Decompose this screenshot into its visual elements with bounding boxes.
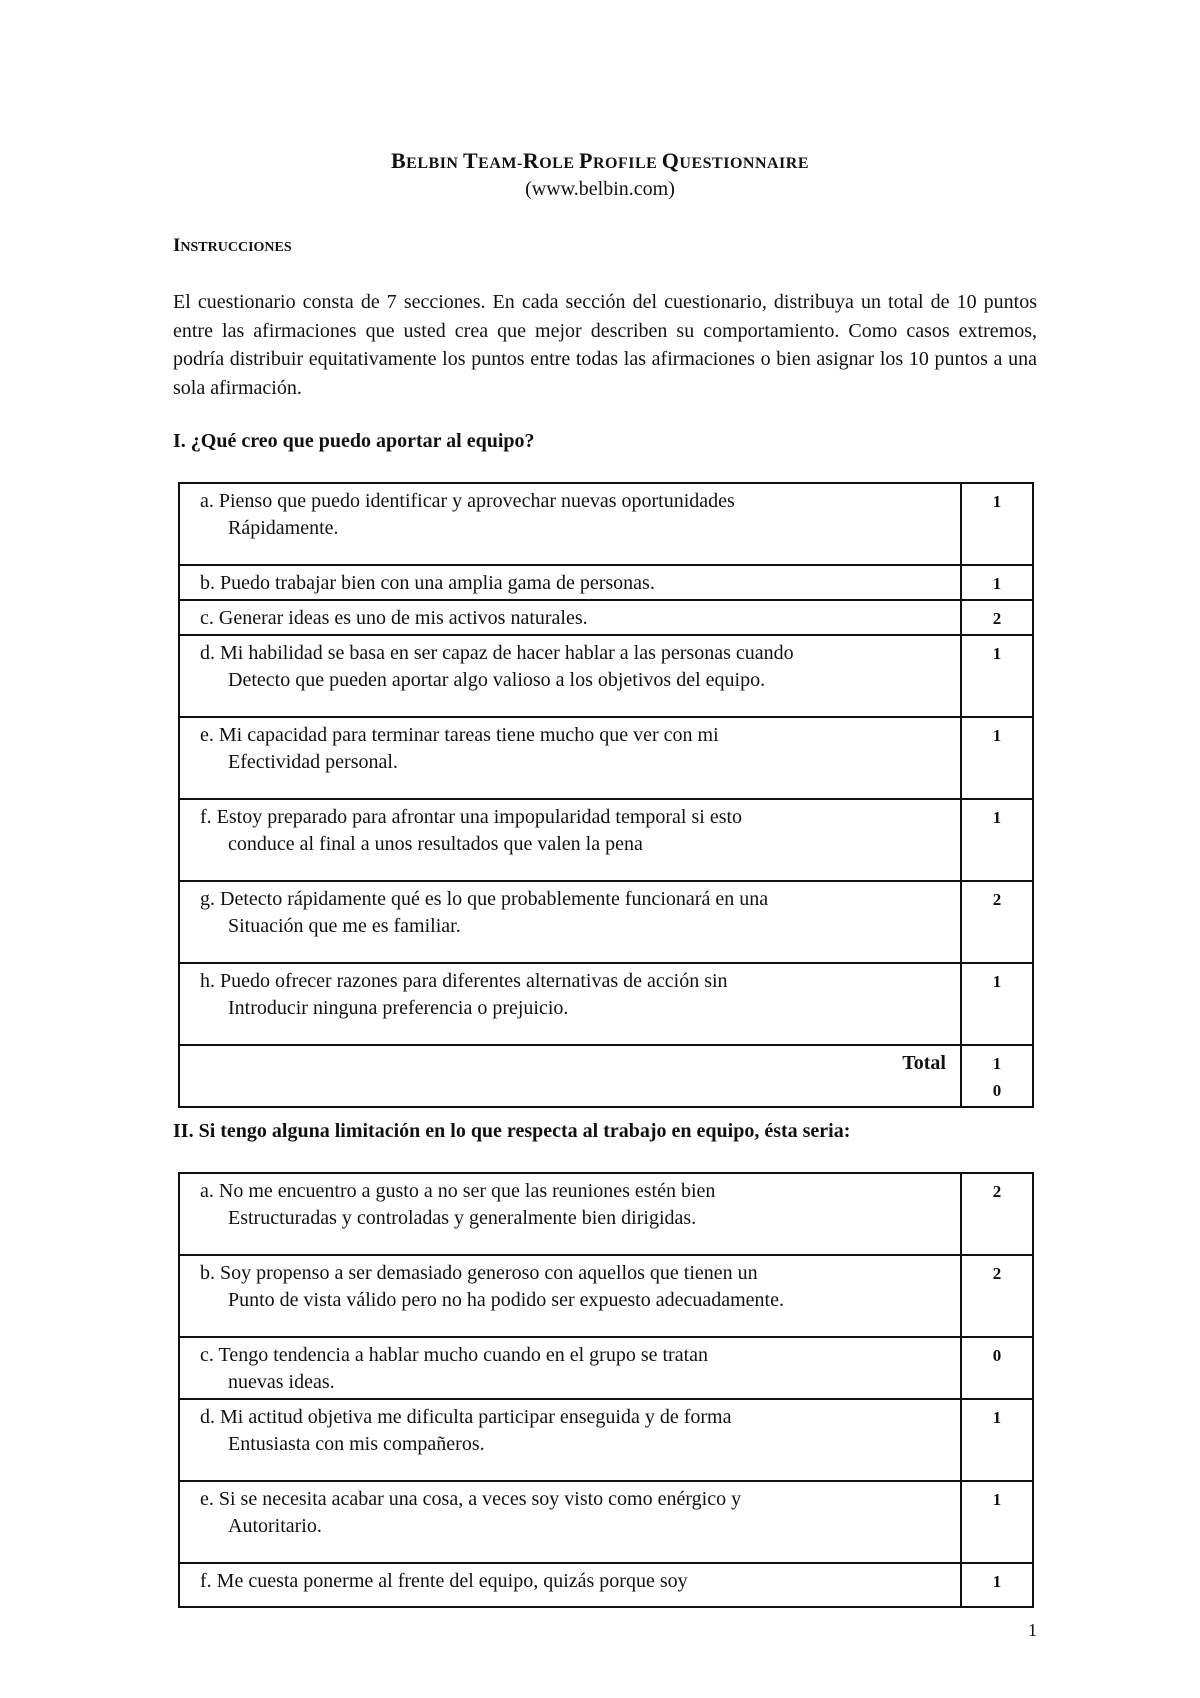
points-cell: 1 [961, 717, 1033, 799]
table-row [179, 1399, 1033, 1481]
table-row [179, 1563, 1033, 1607]
points-cell: 2 [961, 1173, 1033, 1255]
statement-cell: f. Me cuesta ponerme al frente del equipo, quizás porque soy [179, 1563, 961, 1607]
points-cell: 2 [961, 600, 1033, 635]
total-label: Total [179, 1045, 961, 1107]
table-row [179, 635, 1033, 717]
table-row [179, 600, 1033, 635]
statement-cell: d. Mi actitud objetiva me dificulta participar enseguida y de forma Entusiasta con mis compañeros. [179, 1399, 961, 1481]
statement-cell: d. Mi habilidad se basa en ser capaz de hacer hablar a las personas cuando Detecto que pueden aportar algo valioso a los objetivos del equipo. [179, 635, 961, 717]
table-row [179, 1255, 1033, 1337]
points-cell: 1 [961, 1399, 1033, 1481]
total-value: 1 0 [961, 1045, 1033, 1107]
points-cell: 2 [961, 881, 1033, 963]
table-row [179, 881, 1033, 963]
statement-cell: b. Puedo trabajar bien con una amplia gama de personas. [179, 565, 961, 600]
points-cell: 1 [961, 963, 1033, 1045]
statement-cell: b. Soy propenso a ser demasiado generoso con aquellos que tienen un Punto de vista válido pero no ha podido ser expuesto adecuadamente. [179, 1255, 961, 1337]
section-1-table [178, 482, 1034, 1108]
points-cell: 1 [961, 1481, 1033, 1563]
document-subtitle: (www.belbin.com) [525, 178, 675, 200]
points-cell: 0 [961, 1337, 1033, 1399]
points-cell: 1 [961, 1563, 1033, 1607]
table-row [179, 1173, 1033, 1255]
instructions-paragraph: El cuestionario consta de 7 secciones. En cada sección del cuestionario, distribuya un total de 10 puntos entre las afirmaciones que usted crea que mejor describen su comportamiento. Como casos extremos, podría distribuir equitativamente los puntos entre todas las afirmaciones o bien asignar los 10 puntos a una sola afirmación. [173, 291, 1037, 399]
section-1-heading: I. ¿Qué creo que puedo aportar al equipo? [173, 430, 535, 452]
points-cell: 1 [961, 635, 1033, 717]
table-row [179, 1481, 1033, 1563]
document-title: BELBIN TEAM-ROLE PROFILE QUESTIONNAIRE [390, 148, 810, 173]
points-cell: 1 [961, 483, 1033, 565]
total-row [179, 1045, 1033, 1107]
section-2-heading: II. Si tengo alguna limitación en lo que respecta al trabajo en equipo, ésta seria: [173, 1120, 851, 1142]
statement-cell: h. Puedo ofrecer razones para diferentes alternativas de acción sin Introducir ninguna preferencia o prejuicio. [179, 963, 961, 1045]
table-row [179, 1337, 1033, 1399]
statement-cell: e. Mi capacidad para terminar tareas tiene mucho que ver con mi Efectividad personal. [179, 717, 961, 799]
statement-cell: e. Si se necesita acabar una cosa, a veces soy visto como enérgico y Autoritario. [179, 1481, 961, 1563]
statement-cell: c. Tengo tendencia a hablar mucho cuando en el grupo se tratan nuevas ideas. [179, 1337, 961, 1399]
page-number: 1 [1028, 1620, 1037, 1640]
table-row [179, 799, 1033, 881]
section-2-table [178, 1172, 1034, 1608]
statement-cell: a. No me encuentro a gusto a no ser que las reuniones estén bien Estructuradas y controladas y generalmente bien dirigidas. [179, 1173, 961, 1255]
points-cell: 2 [961, 1255, 1033, 1337]
table-row [179, 565, 1033, 600]
table-row [179, 717, 1033, 799]
table-row [179, 963, 1033, 1045]
statement-cell: g. Detecto rápidamente qué es lo que probablemente funcionará en una Situación que me es familiar. [179, 881, 961, 963]
statement-cell: c. Generar ideas es uno de mis activos naturales. [179, 600, 961, 635]
instructions-heading: INSTRUCCIONES [173, 235, 292, 256]
statement-cell: f. Estoy preparado para afrontar una impopularidad temporal si esto conduce al final a unos resultados que valen la pena [179, 799, 961, 881]
table-row [179, 483, 1033, 565]
points-cell: 1 [961, 799, 1033, 881]
points-cell: 1 [961, 565, 1033, 600]
statement-cell: a. Pienso que puedo identificar y aprovechar nuevas oportunidades Rápidamente. [179, 483, 961, 565]
